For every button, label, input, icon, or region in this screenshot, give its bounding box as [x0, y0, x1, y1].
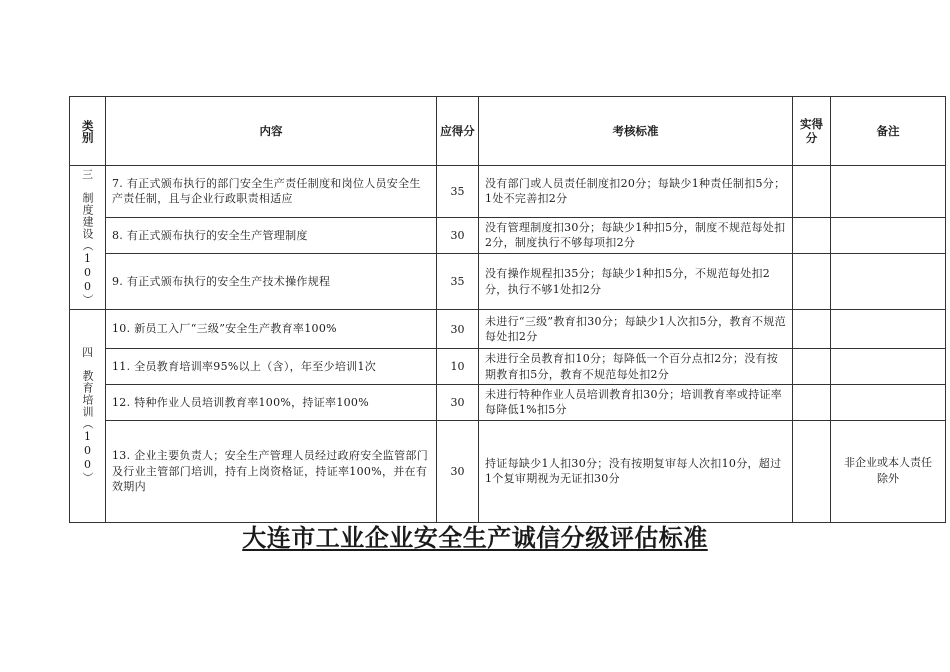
item-content: 12. 特种作业人员培训教育率100%，持证率100%	[106, 385, 437, 421]
item-actual-score[interactable]	[793, 217, 831, 254]
item-content: 9. 有正式颁布执行的安全生产技术操作规程	[106, 254, 437, 310]
category-label: 制度建设（100）	[81, 192, 94, 306]
item-remark: 非企业或本人责任除外	[831, 420, 946, 522]
item-criteria: 未进行全员教育扣10分；每降低一个百分点扣2分；没有按期教育扣5分，教育不规范每处扣2分	[479, 349, 793, 385]
category-label: 教育培训（100）	[81, 370, 94, 485]
header-content: 内容	[106, 97, 437, 166]
item-criteria: 持证每缺少1人扣30分；没有按期复审每人次扣10分，超过1个复审期视为无证扣30分	[479, 420, 793, 522]
item-criteria: 未进行“三级”教育扣30分；每缺少1人次扣5分，教育不规范每处扣2分	[479, 310, 793, 349]
header-actual: 实得分	[793, 97, 831, 166]
header-score: 应得分	[437, 97, 479, 166]
item-content: 10. 新员工入厂“三级”安全生产教育率100%	[106, 310, 437, 349]
table-row	[70, 166, 946, 218]
item-content: 7. 有正式颁布执行的部门安全生产责任制度和岗位人员安全生产责任制，且与企业行政职责相适应	[106, 166, 437, 218]
item-actual-score[interactable]	[793, 420, 831, 522]
item-score: 35	[437, 166, 479, 218]
header-category: 类别	[70, 97, 106, 166]
category-cell-system	[70, 166, 106, 310]
item-score: 30	[437, 217, 479, 254]
table-row	[70, 217, 946, 254]
item-score: 30	[437, 385, 479, 421]
item-actual-score[interactable]	[793, 310, 831, 349]
item-score: 30	[437, 310, 479, 349]
item-score: 30	[437, 420, 479, 522]
item-criteria: 未进行特种作业人员培训教育扣30分；培训教育率或持证率每降低1%扣5分	[479, 385, 793, 421]
table-row	[70, 310, 946, 349]
header-criteria: 考核标准	[479, 97, 793, 166]
item-content: 13. 企业主要负责人；安全生产管理人员经过政府安全监管部门及行业主管部门培训，持有上岗资格证，持证率100%，并在有效期内	[106, 420, 437, 522]
table-header-row	[70, 97, 946, 166]
item-score: 35	[437, 254, 479, 310]
table-row	[70, 385, 946, 421]
item-remark	[831, 254, 946, 310]
item-criteria: 没有操作规程扣35分；每缺少1种扣5分，不规范每处扣2分，执行不够1处扣2分	[479, 254, 793, 310]
table-row	[70, 420, 946, 522]
item-criteria: 没有部门或人员责任制度扣20分；每缺少1种责任制扣5分；1处不完善扣2分	[479, 166, 793, 218]
item-actual-score[interactable]	[793, 254, 831, 310]
item-actual-score[interactable]	[793, 349, 831, 385]
header-remark: 备注	[831, 97, 946, 166]
item-score: 10	[437, 349, 479, 385]
item-remark	[831, 349, 946, 385]
table-row	[70, 349, 946, 385]
category-cell-training	[70, 310, 106, 523]
item-remark	[831, 310, 946, 349]
item-remark	[831, 166, 946, 218]
item-actual-score[interactable]	[793, 385, 831, 421]
document-title: 大连市工业企业安全生产诚信分级评估标准	[242, 524, 708, 552]
item-content: 11. 全员教育培训率95%以上（含），年至少培训1次	[106, 349, 437, 385]
item-content: 8. 有正式颁布执行的安全生产管理制度	[106, 217, 437, 254]
assessment-table	[69, 96, 946, 523]
item-remark	[831, 385, 946, 421]
table-row	[70, 254, 946, 310]
category-number: 三	[82, 168, 93, 181]
item-remark	[831, 217, 946, 254]
item-actual-score[interactable]	[793, 166, 831, 218]
category-number: 四	[82, 346, 93, 360]
item-criteria: 没有管理制度扣30分；每缺少1种扣5分，制度不规范每处扣2分，制度执行不够每项扣2分	[479, 217, 793, 254]
